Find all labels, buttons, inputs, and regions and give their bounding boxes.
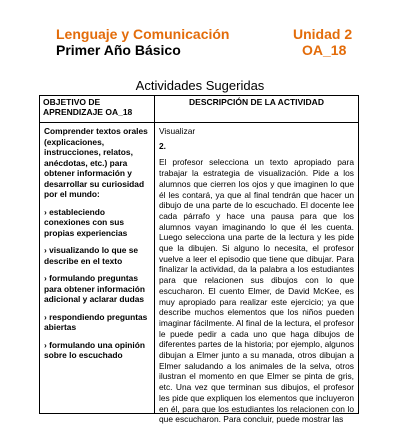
activity-title: Visualizar xyxy=(159,126,196,136)
table-body-row xyxy=(40,123,359,414)
table-header-row xyxy=(40,96,359,123)
objective-cell xyxy=(40,123,155,414)
description-header: DESCRIPCIÓN DE LA ACTIVIDAD xyxy=(155,96,359,123)
oa-code: OA_18 xyxy=(302,42,347,58)
objective-bullet: › formulando una opinión sobre lo escuchado xyxy=(44,339,145,360)
objective-header: OBJETIVO DE APRENDIZAJE OA_18 xyxy=(40,96,155,123)
subject-title: Lenguaje y Comunicación xyxy=(56,26,230,42)
description-cell xyxy=(155,123,359,425)
objective-text: Comprender textos orales (explicaciones, instrucciones, relatos, anécdotas, etc.) para obtener información y desarrollar su curiosidad por el mundo: xyxy=(44,126,148,199)
page-header xyxy=(0,0,400,60)
grade-title: Primer Año Básico xyxy=(56,42,181,58)
objective-bullet: › estableciendo conexiones con sus propias experiencias xyxy=(44,206,128,238)
objective-bullet: › visualizando lo que se describe en el texto xyxy=(44,245,139,266)
activity-number: 2. xyxy=(159,140,166,151)
objective-bullet: › respondiendo preguntas abiertas xyxy=(44,311,148,332)
activities-table xyxy=(39,95,359,425)
activity-text: El profesor selecciona un texto apropiado para trabajar la estrategia de visualización. Pide a los alumnos que cierren los ojos y que imaginen lo que él les contará, ya que al final tendrán que hacer un dibujo de una parte de lo escuchado. El docente lee cada párrafo y hace una pausa para que los alumnos vayan imaginando lo que él les cuenta. Luego selecciona una parte de la lectura y les pide que la dibujen. Si alguno lo necesita, el profesor vuelve a leer el episodio que tiene que dibujar. Para finalizar la actividad, da la palabra a los estudiantes para que relacionen sus dibujos con lo que escucharon. El cuento Elmer, de David McKee, es muy apropiado para realizar este ejercicio; ya que describe muchos elementos que los niños pueden imaginar fácilmente. Al final de la lectura, el profesor le puede pedir a cada uno que haga dibujos de diferentes partes de la historia; por ejemplo, algunos dibujan a Elmer junto a su manada, otros dibujan a Elmer saludando a los animales de la selva, otros ilustran el momento en que Elmer se pinta de gris, etc. Una vez que terminan sus dibujos, el profesor les pide que expliquen los elementos que incluyeron en él, para que los estudiantes los relacionen con lo que escucharon. Para concluir, puede mostrar las xyxy=(159,157,354,425)
unit-label: Unidad 2 xyxy=(293,26,353,42)
section-title: Actividades Sugeridas xyxy=(135,78,265,93)
objective-bullet: › formulando preguntas para obtener información adicional y aclarar dudas xyxy=(44,273,145,304)
